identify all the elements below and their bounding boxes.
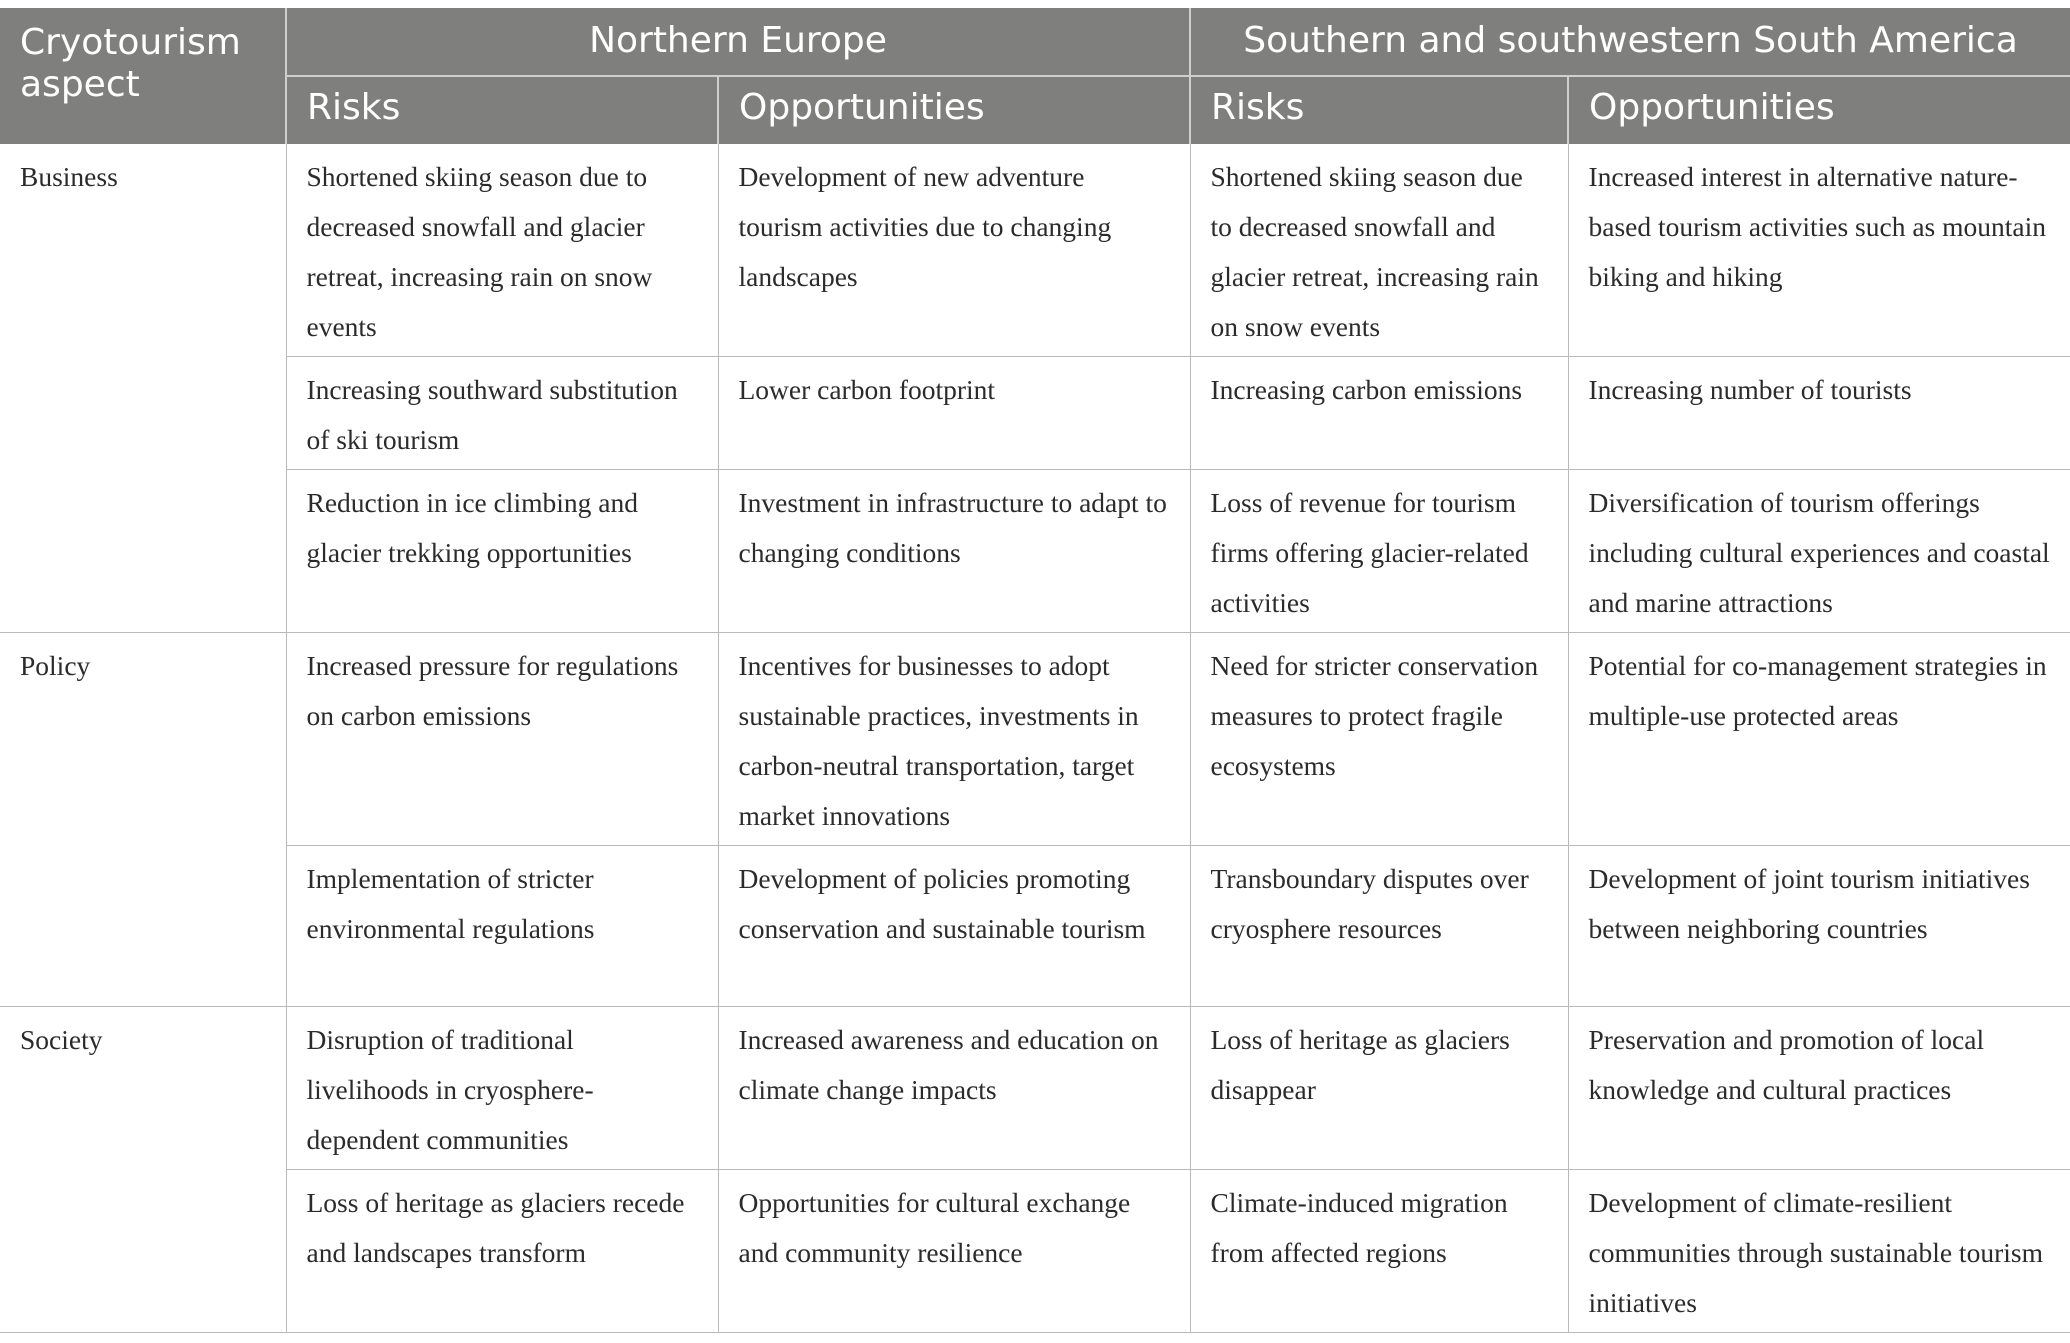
header-region-south-america: Southern and southwestern South America [1190,8,2070,76]
table-cell: Increasing carbon emissions [1190,357,1568,470]
table-cell: Lower carbon footprint [718,357,1190,470]
aspect-cell-society: Society [0,1007,286,1333]
table-cell: Loss of heritage as glaciers recede and landscapes transform [286,1170,718,1333]
table-cell: Increased interest in alternative nature-based tourism activities such as mountain biking and hiking [1568,144,2070,357]
cryotourism-table [0,8,2070,1333]
header-row-subheaders [0,76,2070,144]
table-cell: Shortened skiing season due to decreased snowfall and glacier retreat, increasing rain on snow events [286,144,718,357]
header-aspect: Cryotourism aspect [0,8,286,144]
table-cell: Climate-induced migration from affected regions [1190,1170,1568,1333]
table-cell: Loss of revenue for tourism firms offering glacier-related activities [1190,470,1568,633]
table-cell: Development of climate-resilient communities through sustainable tourism initiatives [1568,1170,2070,1333]
table-cell: Shortened skiing season due to decreased snowfall and glacier retreat, increasing rain on snow events [1190,144,1568,357]
header-ne-opportunities: Opportunities [718,76,1190,144]
table-row [0,144,2070,357]
table-cell: Transboundary disputes over cryosphere resources [1190,846,1568,1007]
table-row [0,1007,2070,1170]
table-row [0,357,2070,470]
table-body [0,144,2070,1333]
table-cell: Need for stricter conservation measures to protect fragile ecosystems [1190,633,1568,846]
table-row [0,470,2070,633]
table-header [0,8,2070,144]
table-cell: Development of policies promoting conservation and sustainable tourism [718,846,1190,1007]
table-cell: Implementation of stricter environmental regulations [286,846,718,1007]
table-cell: Diversification of tourism offerings including cultural experiences and coastal and marine attractions [1568,470,2070,633]
table-cell: Increased awareness and education on climate change impacts [718,1007,1190,1170]
table-cell: Reduction in ice climbing and glacier trekking opportunities [286,470,718,633]
header-sa-risks: Risks [1190,76,1568,144]
table-cell: Increasing number of tourists [1568,357,2070,470]
table-cell: Increasing southward substitution of ski tourism [286,357,718,470]
table-cell: Incentives for businesses to adopt sustainable practices, investments in carbon-neutral transportation, target market innovations [718,633,1190,846]
table-row [0,633,2070,846]
table-cell: Disruption of traditional livelihoods in cryosphere-dependent communities [286,1007,718,1170]
table-cell: Increased pressure for regulations on carbon emissions [286,633,718,846]
table-cell: Development of joint tourism initiatives between neighboring countries [1568,846,2070,1007]
header-row-regions [0,8,2070,76]
table-cell: Investment in infrastructure to adapt to changing conditions [718,470,1190,633]
table-row [0,846,2070,1007]
aspect-cell-business: Business [0,144,286,633]
header-sa-opportunities: Opportunities [1568,76,2070,144]
header-ne-risks: Risks [286,76,718,144]
table-cell: Development of new adventure tourism activities due to changing landscapes [718,144,1190,357]
table-cell: Preservation and promotion of local knowledge and cultural practices [1568,1007,2070,1170]
table-cell: Opportunities for cultural exchange and community resilience [718,1170,1190,1333]
table-cell: Potential for co-management strategies in multiple-use protected areas [1568,633,2070,846]
aspect-cell-policy: Policy [0,633,286,1007]
table-row [0,1170,2070,1333]
table-cell: Loss of heritage as glaciers disappear [1190,1007,1568,1170]
header-region-northern-europe: Northern Europe [286,8,1190,76]
